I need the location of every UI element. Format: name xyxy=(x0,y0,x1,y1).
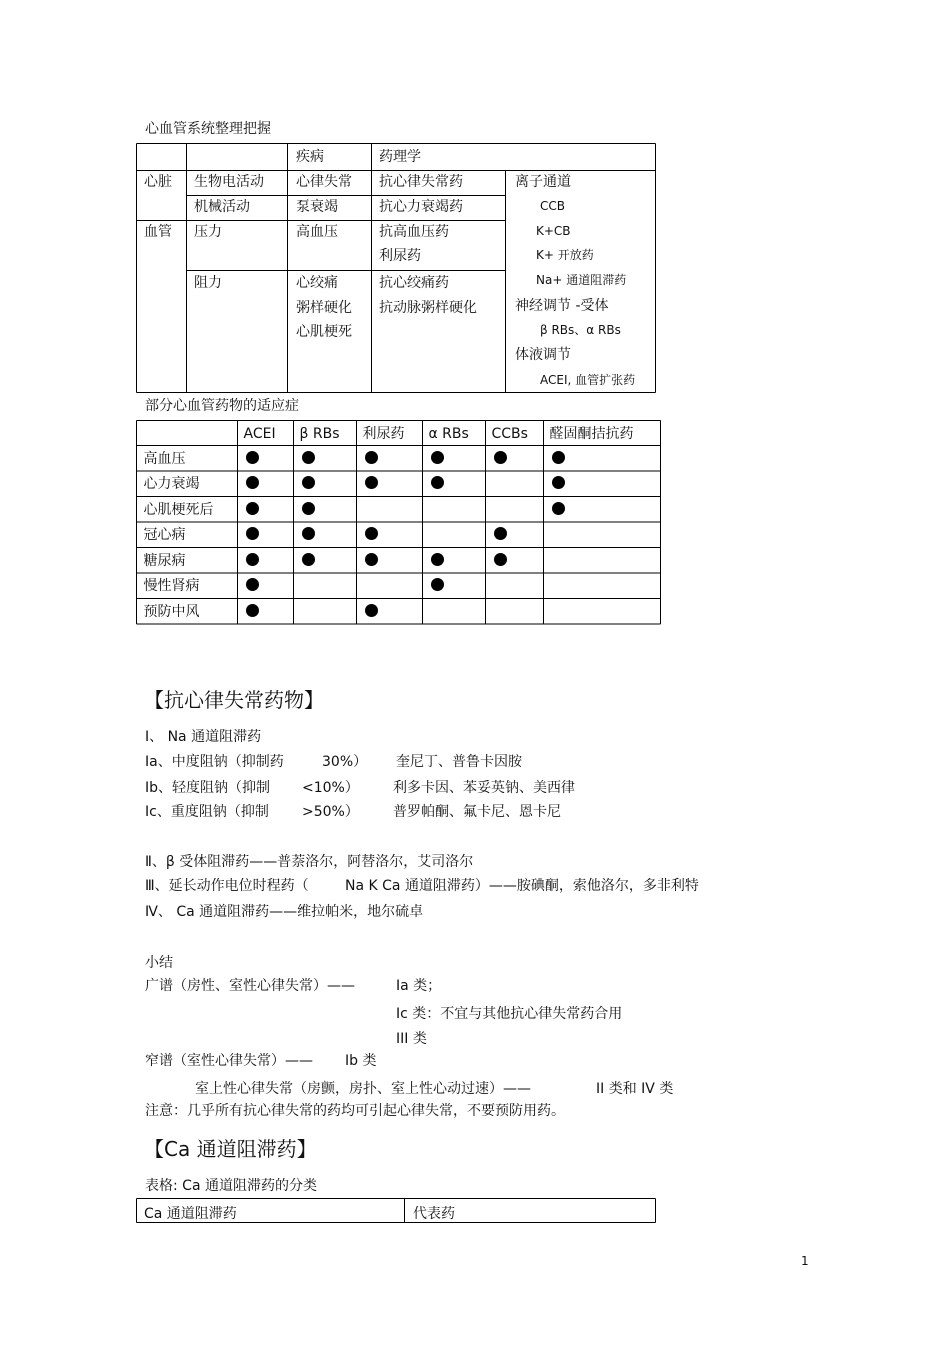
t1-mi: 心肌梗死 xyxy=(296,324,352,340)
t1-humoral-reg: 体液调节 xyxy=(515,347,571,363)
sec2-heading: 【Ca 通道阻滞药】 xyxy=(144,1137,317,1161)
t2-column-header: β RBs xyxy=(299,425,340,442)
t1-arrhythmia: 心律失常 xyxy=(296,174,352,190)
t2-column-header: 利尿药 xyxy=(362,425,405,442)
t1-diuretic: 利尿药 xyxy=(379,248,421,264)
t2-row-label: 心肌梗死后 xyxy=(143,501,214,518)
t2-row-label: 预防中风 xyxy=(143,603,200,620)
t1-vessel: 血管 xyxy=(144,224,172,240)
t1-pump-failure: 泵衰竭 xyxy=(296,199,338,215)
ic-class-note: Ic 类：不宜与其他抗心律失常药合用 xyxy=(396,1006,623,1022)
class-i: Ⅰ、 Na 通道阻滞药 xyxy=(145,729,262,745)
t2-column-header: α RBs xyxy=(428,425,469,442)
t1-heart: 心脏 xyxy=(144,174,172,190)
t2-column-header: 醛固酮拮抗药 xyxy=(549,425,634,442)
t1-angina: 心绞痛 xyxy=(296,275,338,291)
ii-iv-class-note: II 类和 IV 类 xyxy=(596,1081,674,1097)
class-iii-b: Na K Ca 通道阻滞药）——胺碘酮，索他洛尔，多非利特 xyxy=(345,878,699,894)
t3-col-representative: 代表药 xyxy=(413,1206,455,1222)
narrow-spectrum: 窄谱（室性心律失常）—— xyxy=(145,1053,313,1069)
class-ib-drugs: 利多卡因、苯妥英钠、美西律 xyxy=(393,780,575,796)
class-ib: Ⅰb、轻度阻钠（抑制 xyxy=(145,780,271,796)
class-ia: Ⅰa、中度阻钠（抑制药 xyxy=(145,754,284,770)
t1-antiarrhythmic: 抗心律失常药 xyxy=(379,174,463,190)
class-ii: Ⅱ、β 受体阻滞药——普萘洛尔，阿替洛尔，艾司洛尔 xyxy=(145,854,474,870)
t1-hypertension: 高血压 xyxy=(296,224,338,240)
ia-class-note: Ia 类； xyxy=(396,978,442,994)
t3-col-ca-blocker: Ca 通道阻滞药 xyxy=(144,1206,237,1222)
t1-beta-alpha-rbs: β RBs、α RBs xyxy=(540,323,621,337)
class-ib-pct: <10%） xyxy=(302,780,359,796)
summary-label: 小结 xyxy=(145,955,173,971)
t2-row-label: 糖尿病 xyxy=(143,552,186,569)
broad-spectrum: 广谱（房性、室性心律失常）—— xyxy=(145,978,355,994)
t2-row-label: 慢性肾病 xyxy=(143,578,200,594)
ib-class-note: Ib 类 xyxy=(345,1053,377,1069)
t1-atherosclerosis: 粥样硬化 xyxy=(296,300,352,316)
class-ia-drugs: 奎尼丁、普鲁卡因胺 xyxy=(396,754,522,770)
t1-kcb: K+CB xyxy=(536,224,571,238)
class-ia-pct: 30%） xyxy=(322,754,368,770)
t1-antihypertensive: 抗高血压药 xyxy=(379,224,449,240)
t1-na-blocker: Na+ 通道阻滞药 xyxy=(536,273,627,287)
class-iv: Ⅳ、 Ca 通道阻滞药——维拉帕米，地尔硫卓 xyxy=(145,904,424,920)
t1-header-disease: 疾病 xyxy=(296,149,324,165)
page-number: 1 xyxy=(801,1254,809,1268)
class-ic: Ⅰc、重度阻钠（抑制 xyxy=(145,804,269,820)
t1-antiathero: 抗动脉粥样硬化 xyxy=(379,300,477,316)
t1-bio-activity: 生物电活动 xyxy=(194,174,264,190)
t2-column-header: ACEI xyxy=(243,425,276,442)
t1-acei-vasodilator: ACEI, 血管扩张药 xyxy=(540,373,636,387)
t2-row-label: 高血压 xyxy=(143,450,186,467)
t2-row-label: 心力衰竭 xyxy=(143,476,200,492)
iii-class-note: III 类 xyxy=(396,1031,427,1047)
t1-resistance: 阻力 xyxy=(194,275,222,291)
t1-anti-hf: 抗心力衰竭药 xyxy=(379,199,463,215)
t1-ccb: CCB xyxy=(540,199,565,213)
class-ic-pct: >50%） xyxy=(302,804,359,820)
sec1-heading: 【抗心律失常药物】 xyxy=(144,688,324,712)
t2-row-label: 冠心病 xyxy=(143,527,186,543)
class-ic-drugs: 普罗帕酮、氟卡尼、恩卡尼 xyxy=(393,804,561,820)
t1-antianginal: 抗心绞痛药 xyxy=(379,275,449,291)
t1-ion-channel: 离子通道 xyxy=(515,174,571,190)
table2-caption: 部分心血管药物的适应症 xyxy=(145,398,299,414)
t1-mech-activity: 机械活动 xyxy=(194,199,250,215)
table3-caption: 表格: Ca 通道阻滞药的分类 xyxy=(145,1178,317,1194)
supraventricular: 室上性心律失常（房颤，房扑、室上性心动过速）—— xyxy=(195,1081,531,1097)
t2-column-header: CCBs xyxy=(491,425,528,442)
t1-k-opener: K+ 开放药 xyxy=(536,248,594,262)
t1-neural-reg: 神经调节 -受体 xyxy=(515,298,609,314)
caution-note: 注意：几乎所有抗心律失常的药均可引起心律失常，不要预防用药。 xyxy=(145,1103,565,1119)
t1-pressure: 压力 xyxy=(194,224,222,240)
class-iii-a: Ⅲ、延长动作电位时程药（ xyxy=(145,878,309,894)
doc-title: 心血管系统整理把握 xyxy=(145,121,271,137)
t1-header-pharmacology: 药理学 xyxy=(379,149,421,165)
